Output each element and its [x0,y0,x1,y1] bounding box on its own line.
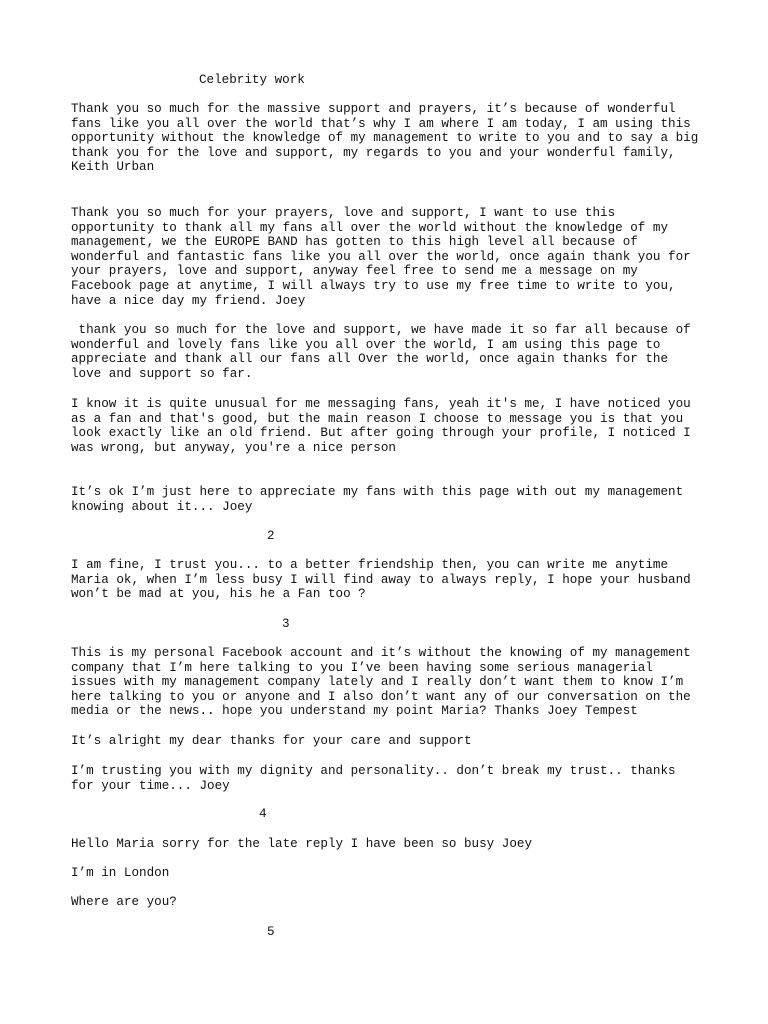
paragraph: It’s ok I’m just here to appreciate my fans with this page with out my management knowing about it... Joey [71,485,684,514]
paragraph: Where are you? [71,895,177,909]
paragraph: I’m in London [71,866,170,880]
page-number: 3 [282,617,290,631]
page-number: 5 [267,925,275,939]
paragraph: thank you so much for the love and support, we have made it so far all because of wonderful and lovely fans like you all over the world, I am using this page to appreciate and thank all our fans all Over the world, once again thanks for the love and support so far. [71,323,691,381]
paragraph: It’s alright my dear thanks for your care and support [71,734,472,748]
paragraph: I know it is quite unusual for me messaging fans, yeah it's me, I have noticed you as a fan and that's good, but the main reason I choose to message you is that you look exactly like an old friend. But after going through your profile, I noticed I was wrong, but anyway, you're a nice person [71,397,691,455]
paragraph: This is my personal Facebook account and it’s without the knowing of my management company that I’m here talking to you I’ve been having some serious managerial issues with my management company lately and I really don’t want them to know I’m here talking to you or anyone and I also don’t want any of our conversation on the media or the news.. hope you understand my point Maria? Thanks Joey Tempest [71,646,691,719]
paragraph: Thank you so much for your prayers, love and support, I want to use this opportunity to thank all my fans all over the world without the knowledge of my management, we the EUROPE BAND has gotten to this high level all because of wonderful and fantastic fans like you all over the world, once again thank you for your prayers, love and support, anyway feel free to send me a message on my Facebook page at anytime, I will always try to use my free time to write to you, have a nice day my friend. Joey [71,206,691,308]
paragraph: Thank you so much for the massive support and prayers, it’s because of wonderful fans like you all over the world that’s why I am where I am today, I am using this opportunity without the knowledge of my management to write to you and to say a big thank you for the love and support, my regards to you and your wonderful family, Keith Urban [71,102,699,175]
page-number: 4 [259,807,267,821]
document-title: Celebrity work [199,73,305,87]
paragraph: I’m trusting you with my dignity and personality.. don’t break my trust.. thanks for your time... Joey [71,764,676,793]
paragraph: I am fine, I trust you... to a better friendship then, you can write me anytime Maria ok, when I’m less busy I will find away to always reply, I hope your husband won’t be mad at you, his he a Fan too ? [71,558,691,602]
paragraph: Hello Maria sorry for the late reply I have been so busy Joey [71,837,533,851]
page-number: 2 [267,529,275,543]
